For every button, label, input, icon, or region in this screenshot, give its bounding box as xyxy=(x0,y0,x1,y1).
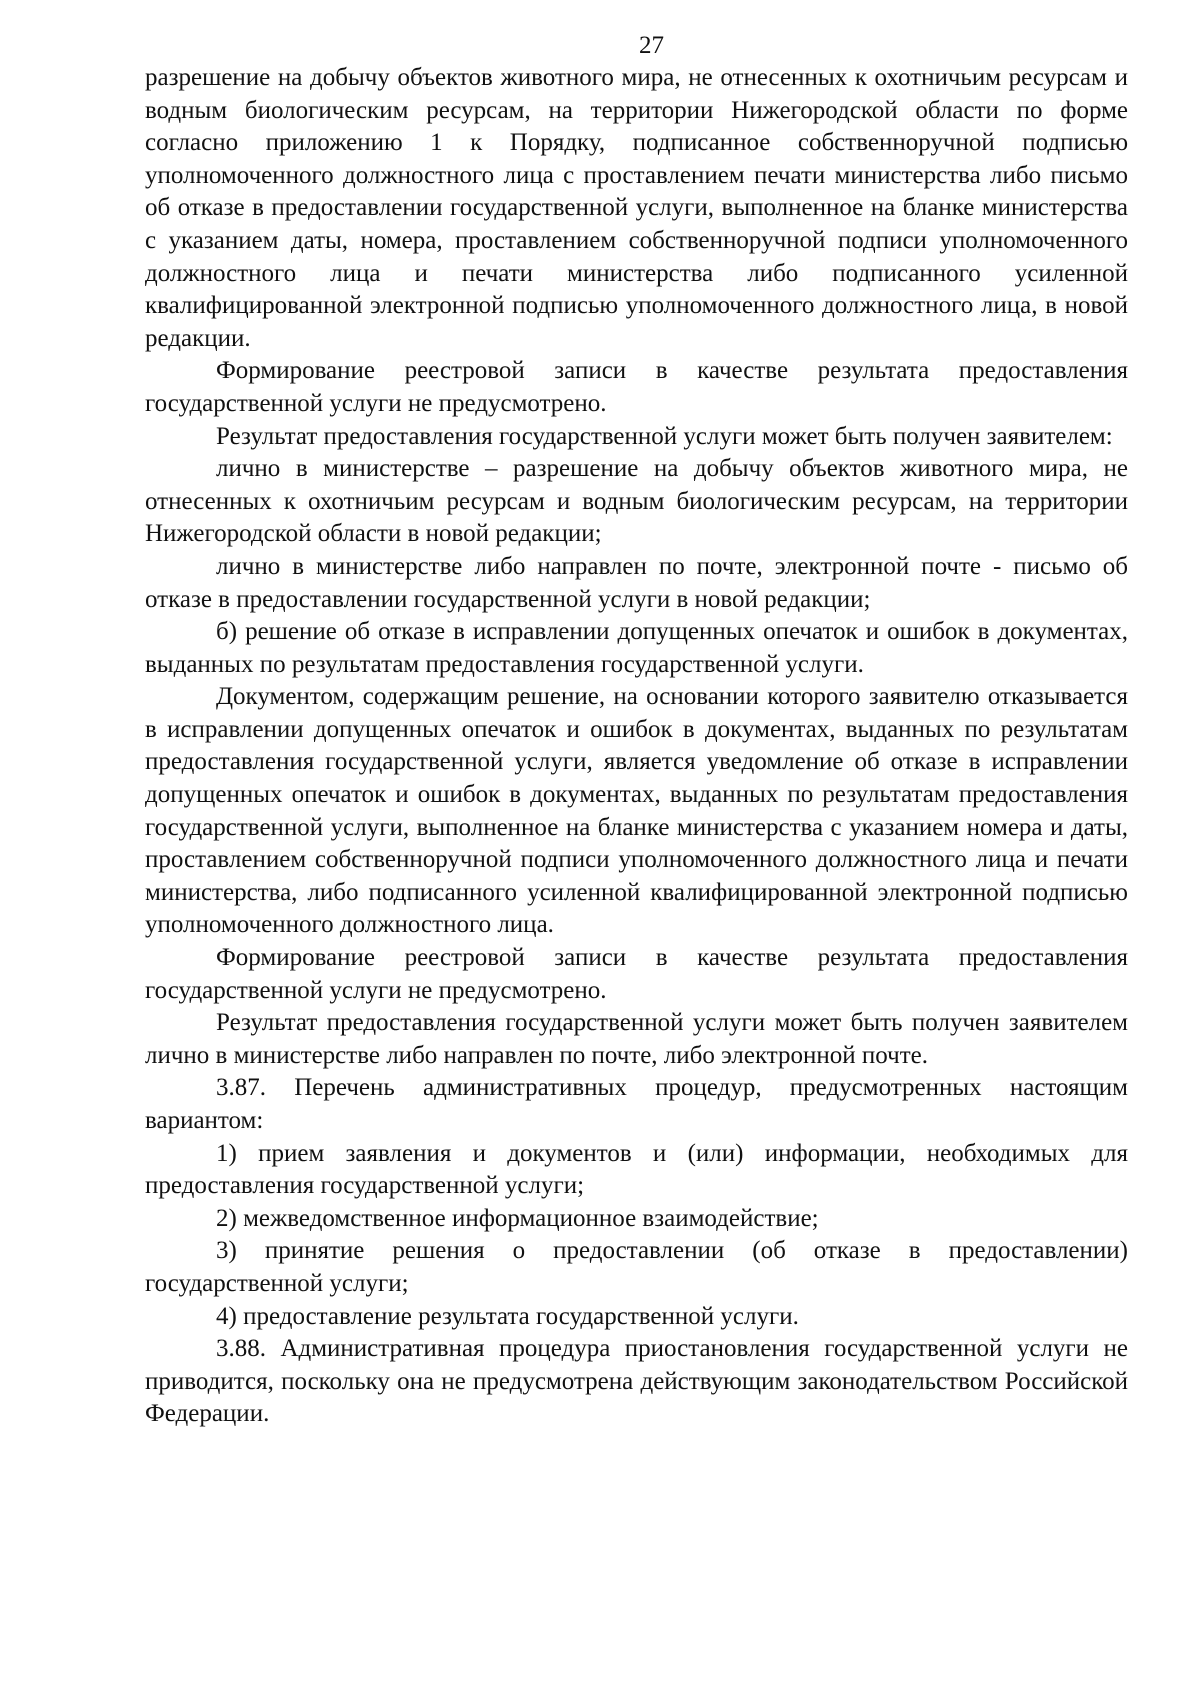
page-number: 27 xyxy=(639,32,664,59)
paragraph-result-receipt-2: Результат предоставления государственной услуги может быть получен заявителем лично в министерстве либо направлен по почте, либо электронной почте. xyxy=(145,1009,1128,1069)
paragraph-registry-record-2: Формирование реестровой записи в качестве результата предоставления государственной услуги не предусмотрено. xyxy=(145,944,1128,1004)
paragraph-registry-record-1: Формирование реестровой записи в качестве результата предоставления государственной услуги не предусмотрено. xyxy=(145,357,1128,417)
document-page xyxy=(145,30,1128,1431)
list-item-procedure-2: 2) межведомственное информационное взаимодействие; xyxy=(216,1204,819,1232)
paragraph-section-3-88: 3.88. Административная процедура приостановления государственной услуги не приводится, поскольку она не предусмотрена действующим законодательством Российской Федерации. xyxy=(145,1335,1128,1428)
paragraph-refusal-document: Документом, содержащим решение, на основании которого заявителю отказывается в исправлении допущенных опечаток и ошибок в документах, выданных по результатам предоставления государственной услуги, является уведомление об отказе в исправлении допущенных опечаток и ошибок в документах, выданных по результатам предоставления государственной услуги, выполненное на бланке министерства с указанием номера и даты, проставлением собственноручной подписи уполномоченного должностного лица и печати министерства, либо подписанного усиленной квалифицированной электронной подписью уполномоченного должностного лица. xyxy=(145,683,1128,939)
paragraph-in-person-permit: лично в министерстве – разрешение на добычу объектов животного мира, не отнесенных к охотничьим ресурсам и водным биологическим ресурсам, на территории Нижегородской области в новой редакции; xyxy=(145,455,1128,548)
list-item-procedure-4: 4) предоставление результата государственной услуги. xyxy=(216,1302,799,1330)
paragraph-item-b-refusal-decision: б) решение об отказе в исправлении допущенных опечаток и ошибок в документах, выданных по результатам предоставления государственной услуги. xyxy=(145,618,1128,678)
list-item-procedure-3: 3) принятие решения о предоставлении (об отказе в предоставлении) государственной услуги; xyxy=(145,1237,1128,1297)
paragraph-section-3-87: 3.87. Перечень административных процедур, предусмотренных настоящим вариантом: xyxy=(145,1074,1128,1134)
paragraph-result-receipt-1: Результат предоставления государственной услуги может быть получен заявителем: xyxy=(216,422,1113,450)
paragraph-result-permit-continued: разрешение на добычу объектов животного мира, не отнесенных к охотничьим ресурсам и водным биологическим ресурсам, на территории Нижегородской области по форме согласно приложению 1 к Порядку, подписанное собственноручной подписью уполномоченного должностного лица с проставлением печати министерства либо письмо об отказе в предоставлении государственной услуги, выполненное на бланке министерства с указанием даты, номера, проставлением собственноручной подписи уполномоченного должностного лица и печати министерства либо подписанного усиленной квалифицированной электронной подписью уполномоченного должностного лица, в новой редакции. xyxy=(145,64,1128,352)
paragraph-refusal-letter-delivery: лично в министерстве либо направлен по почте, электронной почте - письмо об отказе в предоставлении государственной услуги в новой редакции; xyxy=(145,552,1128,613)
list-item-procedure-1: 1) прием заявления и документов и (или) информации, необходимых для предоставления государственной услуги; xyxy=(145,1139,1128,1200)
